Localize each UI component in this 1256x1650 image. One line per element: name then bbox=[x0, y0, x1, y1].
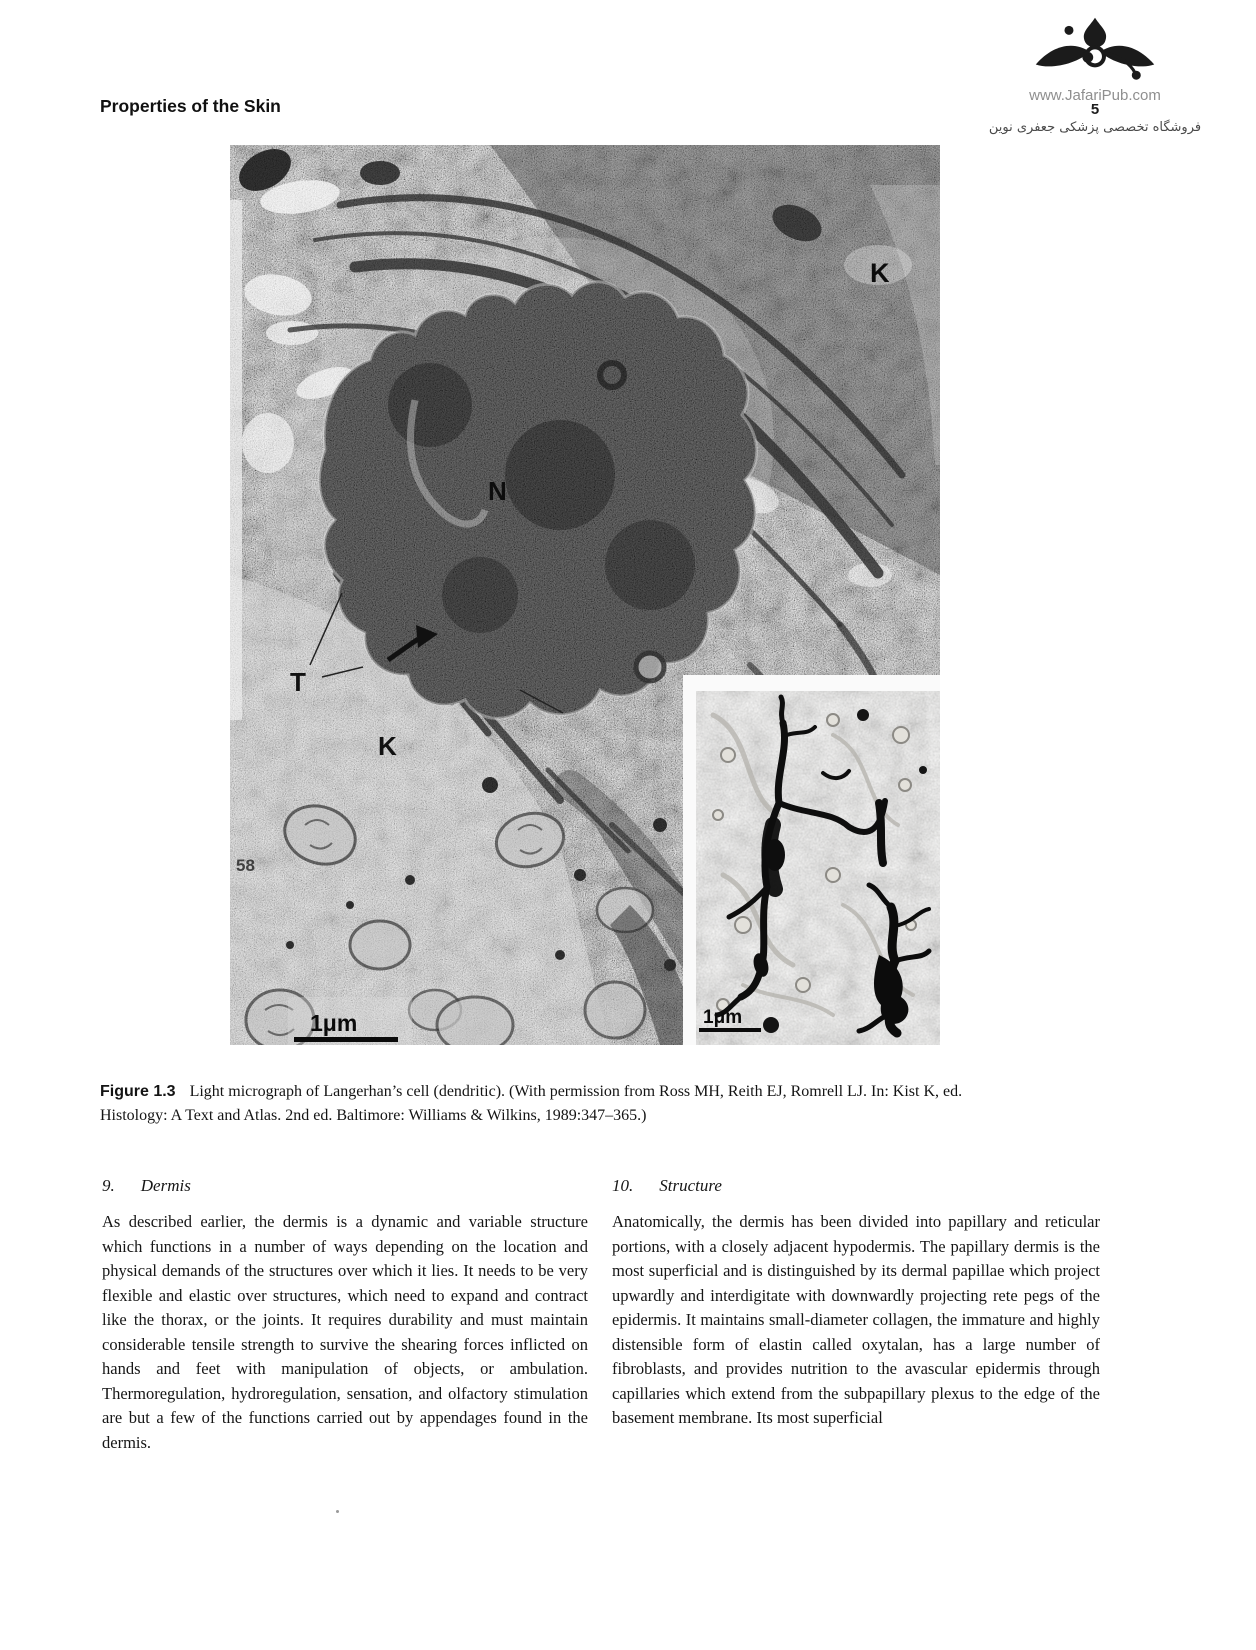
section-body-dermis: As described earlier, the dermis is a dynamic and variable structure which functions in a number of ways depending on the location and physical demands of the structures over which it lies. It needs to be very flexible and elastic over structures, which need to expand and contract like the thorax, or the joints. It requires durability and must maintain considerable tensile strength to survive the shearing forces inflicted on hands and feet with manipulation of objects, or ambulation. Thermoregulation, hydroregulation, sensation, and olfactory stimulation are but a few of the functions carried out by appendages found in the dermis. bbox=[102, 1212, 588, 1452]
label-n-nucleus: N bbox=[488, 476, 507, 506]
section-heading-dermis bbox=[102, 1176, 588, 1196]
section-number: 9. bbox=[102, 1176, 115, 1195]
figure-caption bbox=[100, 1080, 1146, 1127]
label-k-keratinocyte-top: K bbox=[870, 258, 890, 288]
page-number: 5 bbox=[1090, 101, 1100, 119]
section-heading-structure bbox=[612, 1176, 1100, 1196]
jafaripub-logo-icon bbox=[1032, 16, 1158, 86]
column-structure bbox=[612, 1176, 1100, 1431]
section-body-structure: Anatomically, the dermis has been divided into papillary and reticular portions, with a closely adjacent hypodermis. The papillary dermis is the most superficial and is distinguished by its dermal papillae which project upwardly and interdigitate with downwardly projecting rete pegs of the epidermis. It maintains small-diameter collagen, the immature and highly distensible form of elastin called oxytalan, has a large number of fibroblasts, and provides nutrition to the avascular epidermis through capillaries which extend from the subpapillary plexus to the edge of the basement membrane. Its most superficial bbox=[612, 1212, 1100, 1427]
electron-micrograph bbox=[230, 145, 940, 1045]
section-title: Dermis bbox=[140, 1176, 191, 1195]
page-title: Properties of the Skin bbox=[100, 96, 281, 116]
label-stray-number: 58 bbox=[236, 856, 255, 875]
figure-1-3-image bbox=[230, 145, 940, 1045]
label-k-keratinocyte-mid: K bbox=[378, 731, 397, 761]
inset-content bbox=[696, 691, 940, 1045]
figure-caption-line1: Light micrograph of Langerhan’s cell (dendritic). (With permission from Ross MH, Reith EJ, Romrell LJ. In: Kist K, ed. bbox=[189, 1083, 963, 1100]
stray-mark bbox=[336, 1510, 339, 1513]
section-title: Structure bbox=[659, 1176, 722, 1195]
main-scale-bar bbox=[288, 997, 412, 1045]
figure-caption-line2: Histology: A Text and Atlas. 2nd ed. Baltimore: Williams & Wilkins, 1989:347–365.) bbox=[100, 1106, 647, 1124]
section-number: 10. bbox=[612, 1176, 634, 1195]
column-dermis bbox=[102, 1176, 588, 1455]
watermark-url: www.JafariPub.com bbox=[1029, 87, 1161, 104]
label-t-tonofilaments: T bbox=[290, 667, 306, 697]
publisher-watermark bbox=[975, 16, 1215, 135]
watermark-persian-text: فروشگاه تخصصی پزشکی جعفری نوین bbox=[988, 119, 1202, 135]
inset-micrograph bbox=[683, 675, 940, 1045]
figure-caption-label: Figure 1.3 bbox=[100, 1083, 176, 1100]
main-scale-label: 1μm bbox=[310, 1010, 358, 1036]
inset-scale-label: 1μm bbox=[703, 1007, 743, 1028]
